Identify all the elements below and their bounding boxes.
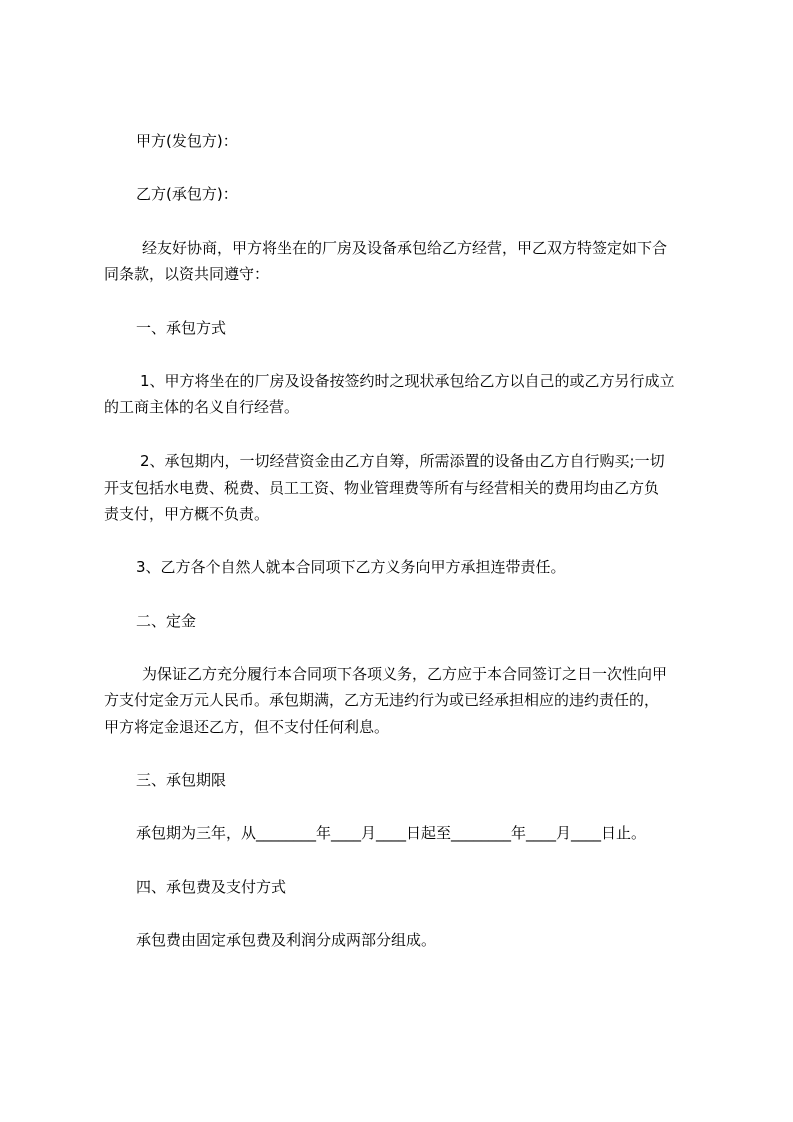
clause-3: 承包期为三年，从________年____月____日起至________年____月____日止。 [136, 824, 647, 842]
section-4-heading: 四、承包费及支付方式 [136, 878, 287, 896]
clause-1-2-line-1: 2、承包期内，一切经营资金由乙方自筹，所需添置的设备由乙方自行购买;一切 [140, 452, 665, 470]
intro-line-2: 同条款，以资共同遵守： [104, 265, 270, 283]
party-a-label: 甲方(发包方)： [136, 132, 238, 150]
clause-1-2-line-2: 开支包括水电费、税费、员工工资、物业管理费等所有与经营相关的费用均由乙方负 [104, 479, 660, 497]
party-b-label: 乙方(承包方)： [136, 185, 238, 203]
clause-2-line-3: 甲方将定金退还乙方，但不支付任何利息。 [104, 718, 390, 736]
section-3-heading: 三、承包期限 [136, 771, 227, 789]
clause-1-1-line-1: 1、甲方将坐在的厂房及设备按签约时之现状承包给乙方以自己的或乙方另行成立 [140, 372, 675, 390]
clause-1-3: 3、乙方各个自然人就本合同项下乙方义务向甲方承担连带责任。 [136, 558, 566, 576]
clause-1-1-line-2: 的工商主体的名义自行经营。 [104, 398, 300, 416]
section-1-heading: 一、承包方式 [136, 319, 227, 337]
clause-2-line-2: 方支付定金万元人民币。承包期满，乙方无违约行为或已经承担相应的违约责任的， [104, 691, 660, 709]
clause-2-line-1: 为保证乙方充分履行本合同项下各项义务，乙方应于本合同签订之日一次性向甲 [142, 665, 668, 683]
clause-4: 承包费由固定承包费及利润分成两部分组成。 [136, 931, 437, 949]
intro-line-1: 经友好协商，甲方将坐在的厂房及设备承包给乙方经营，甲乙双方特签定如下合 [142, 239, 668, 257]
clause-1-2-line-3: 责支付，甲方概不负责。 [104, 505, 270, 523]
section-2-heading: 二、定金 [136, 612, 197, 630]
